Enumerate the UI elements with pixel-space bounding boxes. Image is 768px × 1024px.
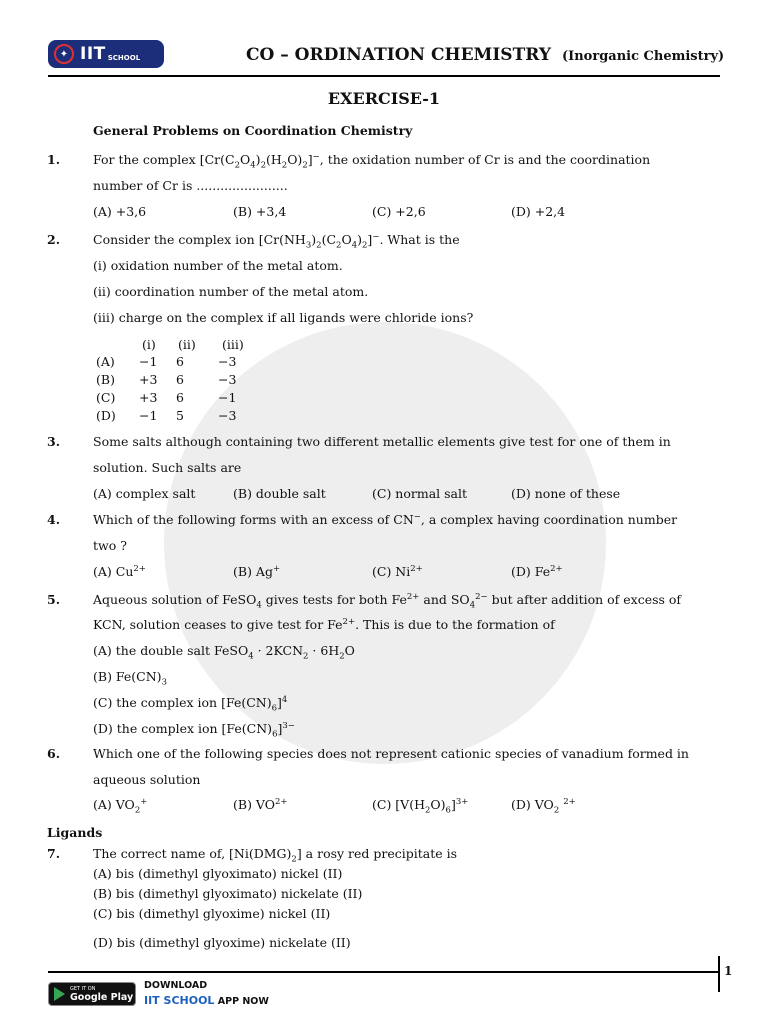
q5-option-c: (C) the complex ion $[Fe(CN)_6]^4$ bbox=[93, 694, 288, 714]
q2-table-header-i: (i) bbox=[142, 337, 156, 352]
q2-row-b-ii: 6 bbox=[176, 372, 184, 387]
q1-option-b: (B) +3,4 bbox=[233, 204, 287, 219]
q2-row-c-iii: −1 bbox=[218, 390, 237, 405]
logo-subtext: SCHOOL bbox=[107, 54, 141, 62]
question-7-text: The correct name of, $[Ni(DMG)_2]$ a rosy red precipitate is bbox=[93, 846, 458, 865]
header-subtitle: (Inorganic Chemistry) bbox=[562, 49, 725, 64]
q7-option-d: (D) bis (dimethyl glyoxime) nickelate (II) bbox=[93, 935, 351, 950]
q7-option-b: (B) bis (dimethyl glyoximato) nickelate (II) bbox=[93, 886, 363, 901]
q7-option-c: (C) bis (dimethyl glyoxime) nickel (II) bbox=[93, 906, 331, 921]
question-6-text-line1: Which one of the following species does not represent cationic species of vanadium formed in bbox=[93, 746, 689, 761]
question-2-part-iii: (iii) charge on the complex if all ligands were chloride ions? bbox=[93, 310, 474, 325]
question-5-text-line1: Aqueous solution of FeSO$_4$ gives tests for both $Fe^{2+}$ and $SO_4^{2-}$ but after addition of excess of bbox=[93, 591, 682, 611]
q2-table-header-ii: (ii) bbox=[178, 337, 196, 352]
footer-divider bbox=[48, 971, 718, 973]
q2-row-b-label: (B) bbox=[96, 372, 115, 387]
logo-text: IIT bbox=[80, 44, 106, 64]
q4-option-d: (D) $Fe^{2+}$ bbox=[511, 563, 563, 579]
q2-row-d-iii: −3 bbox=[218, 408, 237, 423]
question-4-number: 4. bbox=[47, 512, 61, 527]
q1-option-a: (A) +3,6 bbox=[93, 204, 147, 219]
q3-option-a: (A) complex salt bbox=[93, 486, 196, 501]
q3-option-b: (B) double salt bbox=[233, 486, 326, 501]
header-divider bbox=[48, 75, 720, 77]
footer-page-marker bbox=[718, 956, 720, 992]
question-2-part-ii: (ii) coordination number of the metal atom. bbox=[93, 284, 369, 299]
q4-option-a: (A) $Cu^{2+}$ bbox=[93, 563, 146, 579]
q5-option-a: (A) the double salt FeSO$_4$ · $2KCN_2 \cdot 6H_2O$ bbox=[93, 643, 355, 662]
question-4-text-line2: two ? bbox=[93, 538, 127, 553]
q2-row-d-ii: 5 bbox=[176, 408, 184, 423]
q2-row-c-label: (C) bbox=[96, 390, 116, 405]
q2-row-a-label: (A) bbox=[96, 354, 115, 369]
q2-row-a-iii: −3 bbox=[218, 354, 237, 369]
question-1-text-line2: number of Cr is ....................... bbox=[93, 178, 288, 193]
header-title: CO – ORDINATION CHEMISTRY bbox=[246, 45, 551, 65]
q6-option-b: (B) $VO^{2+}$ bbox=[233, 796, 288, 812]
ligands-heading: Ligands bbox=[47, 825, 103, 840]
question-3-number: 3. bbox=[47, 434, 61, 449]
question-5-text-line2: KCN, solution ceases to give test for $Fe^{2+}$. This is due to the formation of bbox=[93, 616, 555, 632]
question-3-text-line2: solution. Such salts are bbox=[93, 460, 242, 475]
play-store-icon bbox=[54, 987, 65, 1001]
question-4-text-line1: Which of the following forms with an excess of CN−, a complex having coordination number bbox=[93, 511, 678, 527]
google-play-small-label: GET IT ON bbox=[70, 985, 96, 992]
google-play-label: Google Play bbox=[70, 991, 134, 1003]
iit-school-logo bbox=[48, 40, 164, 68]
q4-option-b: (B) Ag+ bbox=[233, 563, 281, 579]
question-1-text-line1: For the complex $[Cr(C_2O_4)_2(H_2O)_2]^-$, the oxidation number of Cr is and the coordination bbox=[93, 151, 651, 171]
q6-option-d: (D) $VO_2$ $^{2+}$ bbox=[511, 796, 576, 816]
q2-row-d-label: (D) bbox=[96, 408, 116, 423]
q1-option-d: (D) +2,4 bbox=[511, 204, 566, 219]
question-6-number: 6. bbox=[47, 746, 61, 761]
question-2-number: 2. bbox=[47, 232, 61, 247]
q4-option-c: (C) $Ni^{2+}$ bbox=[372, 563, 423, 579]
q6-option-a: (A) $VO_2^+$ bbox=[93, 796, 148, 816]
q2-row-c-ii: 6 bbox=[176, 390, 184, 405]
q7-option-a: (A) bis (dimethyl glyoximato) nickel (II) bbox=[93, 866, 343, 881]
download-label: DOWNLOAD bbox=[144, 980, 208, 991]
q2-row-b-i: +3 bbox=[139, 372, 158, 387]
section-title: General Problems on Coordination Chemistry bbox=[93, 123, 413, 138]
q3-option-d: (D) none of these bbox=[511, 486, 621, 501]
question-6-text-line2: aqueous solution bbox=[93, 772, 201, 787]
app-now-label: APP NOW bbox=[217, 996, 269, 1007]
q2-row-b-iii: −3 bbox=[218, 372, 237, 387]
q5-option-d: (D) the complex ion $[Fe(CN)_6]^{3-}$ bbox=[93, 720, 295, 740]
q6-option-c: (C) $[V(H_2O)_6]^{3+}$ bbox=[372, 796, 469, 816]
google-play-badge[interactable] bbox=[48, 982, 136, 1006]
question-7-number: 7. bbox=[47, 846, 61, 861]
q2-row-c-i: +3 bbox=[139, 390, 158, 405]
question-1-number: 1. bbox=[47, 152, 61, 167]
question-5-number: 5. bbox=[47, 592, 61, 607]
q1-option-c: (C) +2,6 bbox=[372, 204, 426, 219]
q5-option-b: (B) $Fe(CN)_3$ bbox=[93, 669, 167, 688]
q2-row-a-i: −1 bbox=[139, 354, 158, 369]
question-2-text: Consider the complex ion $[Cr(NH_3)_2(C_2O_4)_2]^-$. What is the bbox=[93, 231, 460, 251]
exercise-title: EXERCISE-1 bbox=[327, 89, 441, 108]
page-number: 1 bbox=[724, 964, 733, 978]
question-2-part-i: (i) oxidation number of the metal atom. bbox=[93, 258, 343, 273]
question-3-text-line1: Some salts although containing two different metallic elements give test for one of them in bbox=[93, 434, 671, 449]
q2-row-a-ii: 6 bbox=[176, 354, 184, 369]
logo-emblem-icon: ✦ bbox=[54, 44, 74, 64]
q2-row-d-i: −1 bbox=[139, 408, 158, 423]
app-name: IIT SCHOOL bbox=[144, 994, 215, 1007]
q3-option-c: (C) normal salt bbox=[372, 486, 468, 501]
q2-table-header-iii: (iii) bbox=[222, 337, 244, 352]
app-promo bbox=[144, 994, 269, 1007]
